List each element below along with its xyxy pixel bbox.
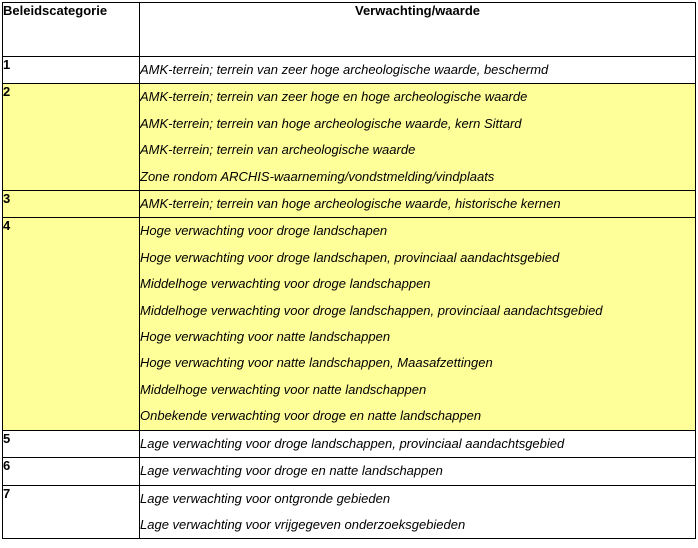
table-row [3,430,696,457]
value-line: Lage verwachting voor droge landschappen, provinciaal aandachtsgebied [140,435,565,451]
value-cell [140,57,696,84]
value-line: AMK-terrein; terrein van zeer hoge archeologische waarde, beschermd [140,62,549,77]
value-line: Middelhoge verwachting voor droge landschappen, provinciaal aandachtsgebied [140,302,603,318]
value-cell [140,84,696,191]
category-cell: 4 [3,218,140,430]
value-line: AMK-terrein; terrein van hoge archeologische waarde, kern Sittard [140,115,522,131]
value-line: Hoge verwachting voor droge landschapen, provinciaal aandachtsgebied [140,249,560,265]
value-line: Middelhoge verwachting voor droge landschappen [140,276,431,292]
policy-category-table [2,2,696,539]
value-cell [140,430,696,457]
category-cell: 6 [3,458,140,485]
value-line: Hoge verwachting voor droge landschapen [140,223,388,239]
value-line: AMK-terrein; terrein van zeer hoge en hoge archeologische waarde [140,89,528,105]
value-line: Hoge verwachting voor natte landschappen [140,329,391,345]
value-line: Onbekende verwachting voor droge en natte landschappen [140,408,482,424]
table-row [3,458,696,485]
table-header-row [3,3,696,57]
value-line: Hoge verwachting voor natte landschappen, Maasafzettingen [140,355,493,371]
value-line: Zone rondom ARCHIS-waarneming/vondstmelding/vindplaats [140,168,495,184]
table-row [3,218,696,430]
value-line: Lage verwachting voor droge en natte landschappen [140,463,443,479]
value-cell [140,458,696,485]
table-body [3,57,696,539]
value-line: Middelhoge verwachting voor natte landschappen [140,381,427,397]
category-cell: 2 [3,84,140,191]
table-row [3,485,696,539]
value-cell [140,218,696,430]
value-line: Lage verwachting voor ontgronde gebieden [140,490,391,506]
value-line: Lage verwachting voor vrijgegeven onderzoeksgebieden [140,516,466,532]
value-line: AMK-terrein; terrein van archeologische waarde [140,142,416,158]
table-row [3,84,696,191]
value-cell [140,191,696,218]
table-row [3,57,696,84]
value-cell [140,485,696,539]
header-category: Beleidscategorie [3,3,140,57]
table-row [3,191,696,218]
category-cell: 1 [3,57,140,84]
category-cell: 7 [3,485,140,539]
category-cell: 5 [3,430,140,457]
header-value: Verwachting/waarde [140,3,696,57]
category-cell: 3 [3,191,140,218]
value-line: AMK-terrein; terrein van hoge archeologische waarde, historische kernen [140,196,561,212]
